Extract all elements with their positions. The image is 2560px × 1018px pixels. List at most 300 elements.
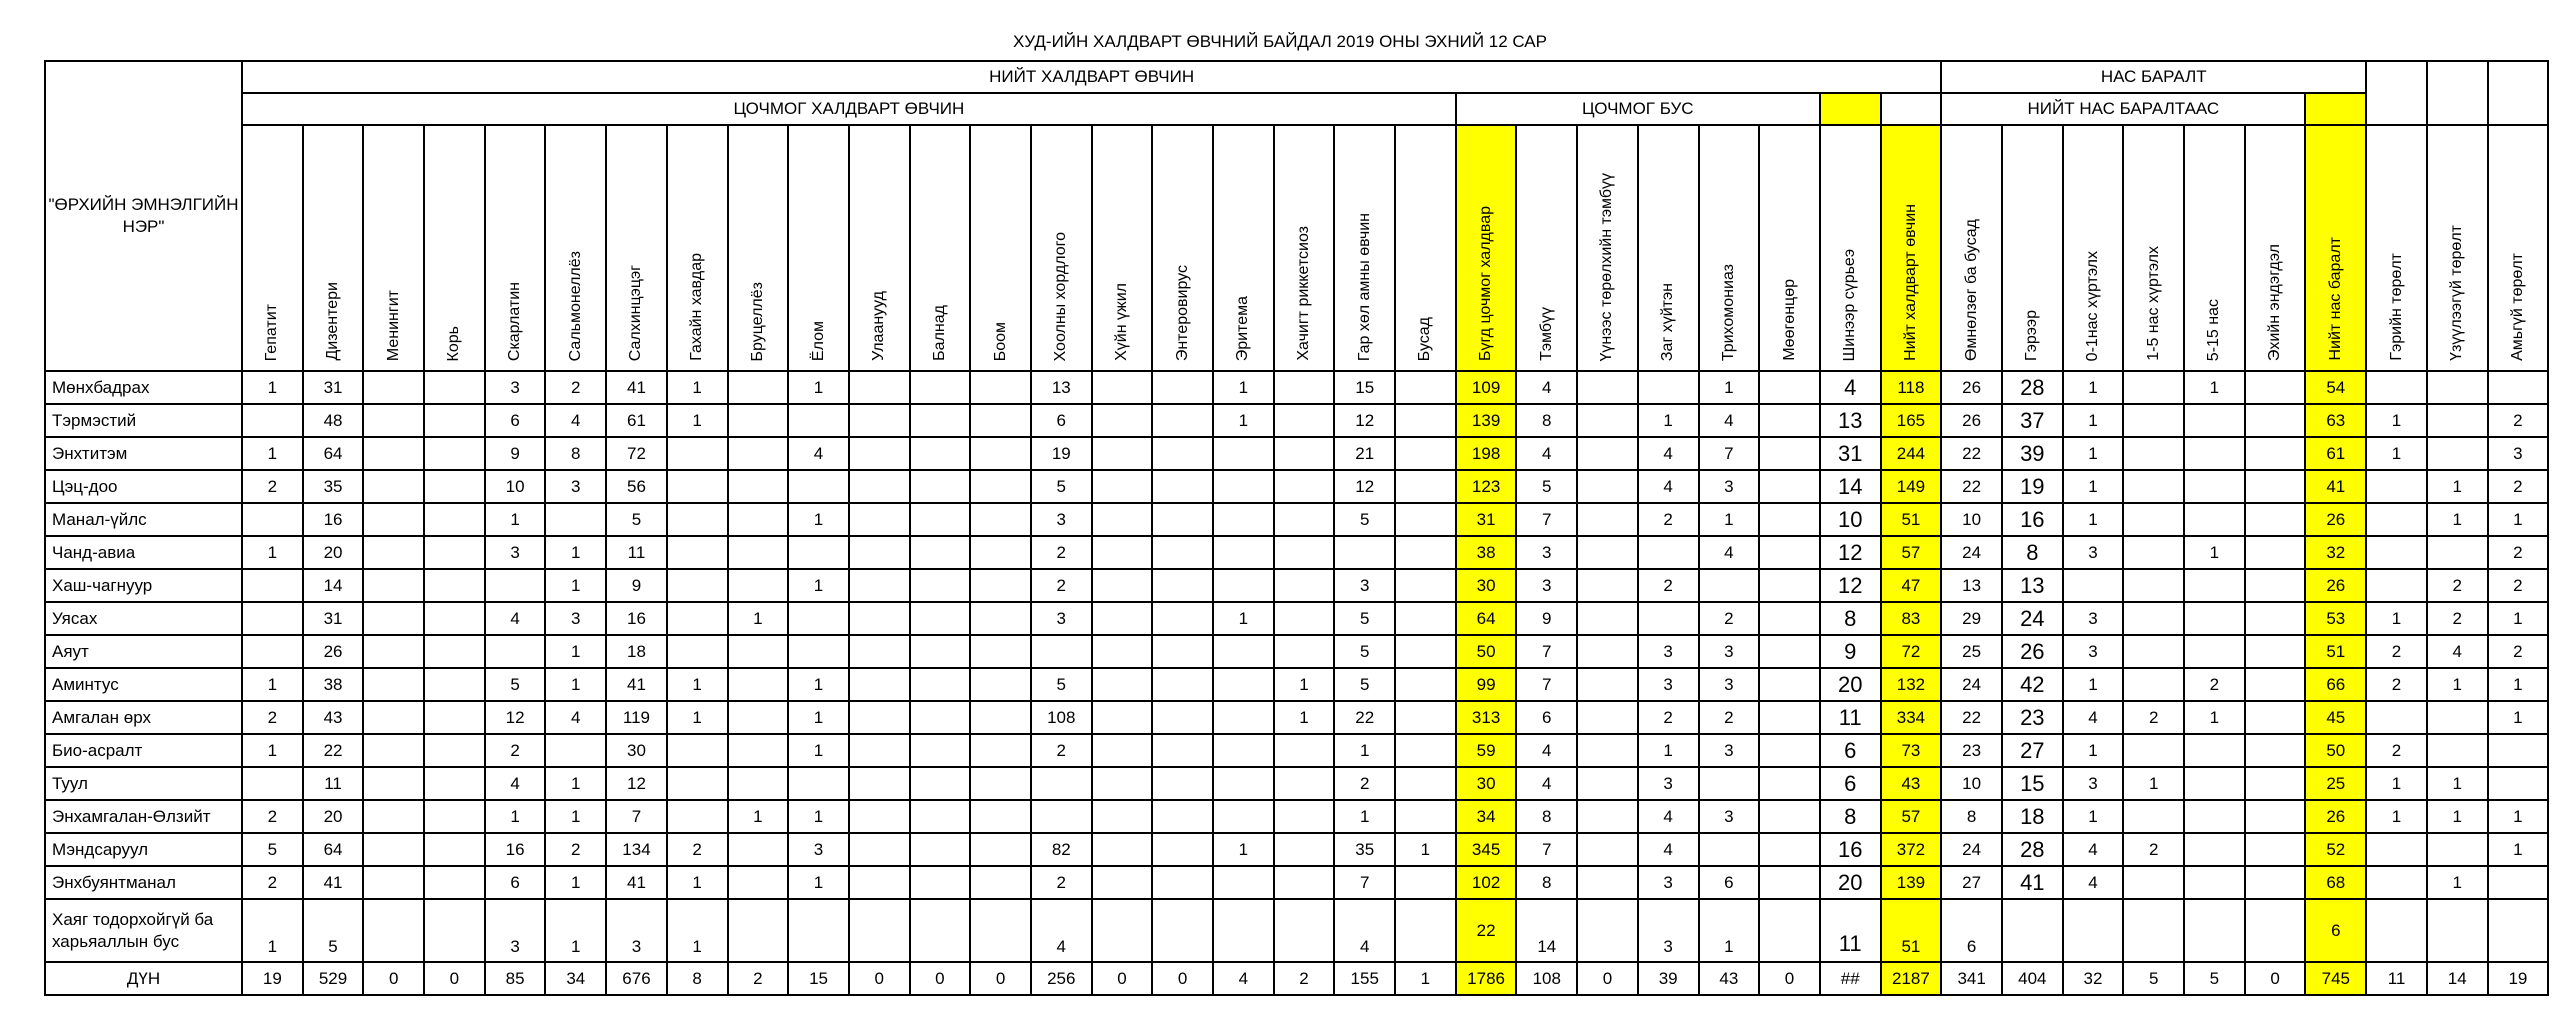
cell-salmonellosis: 8 [545,437,606,470]
cell-new-tuberculosis: 8 [1820,602,1881,635]
cell-at-home: 15 [2002,767,2063,800]
cell-age-0-1: 32 [2063,962,2124,995]
cell-age-0-1 [2063,569,2124,602]
cell-trichomoniasis: 4 [1699,404,1760,437]
column-header-enterovirus [1152,125,1213,371]
cell-age-1-5 [2123,437,2184,470]
column-header-label: Хоолны хордлого [1052,231,1070,361]
cell-typhoid [910,899,971,962]
cell-age-5-15 [2184,635,2245,668]
cell-measles [424,437,485,470]
cell-other [1395,668,1456,701]
cell-tetanus-neonatal [1092,569,1153,602]
cell-scarlatina: 6 [485,866,546,899]
cell-age-0-1: 1 [2063,404,2124,437]
cell-congenital-syphilis [1577,569,1638,602]
cell-enterovirus [1152,668,1213,701]
clinic-name: Тэрмэстий [45,404,242,437]
cell-age-0-1 [2063,899,2124,962]
cell-meningitis [363,569,424,602]
cell-ambulance-other: 10 [1941,503,2002,536]
cell-food-poisoning [1031,635,1092,668]
column-header-label: Нийт нас баралт [2326,237,2344,361]
cell-tick-rickettsiosis [1274,404,1335,437]
total-row [45,962,2548,995]
cell-stillbirth: 1 [2488,833,2549,866]
cell-food-poisoning: 2 [1031,569,1092,602]
cell-mumps [667,800,728,833]
cell-tick-rickettsiosis [1274,602,1335,635]
cell-enterovirus [1152,767,1213,800]
cell-congenital-syphilis [1577,833,1638,866]
cell-scarlatina: 6 [485,404,546,437]
cell-trichomoniasis: 43 [1699,962,1760,995]
cell-rubella [849,470,910,503]
cell-chickenpox: 5 [606,503,667,536]
clinic-name: Цэц-доо [45,470,242,503]
column-header-maternal-mortality [2245,125,2306,371]
cell-total-infections: 165 [1881,404,1942,437]
cell-total-mortality: 50 [2305,734,2366,767]
cell-total-mortality: 54 [2305,371,2366,404]
cell-rubella [849,371,910,404]
cell-tetanus-neonatal [1092,536,1153,569]
cell-total-acute: 313 [1456,701,1517,734]
column-header-label: 1-5 нас хүртэлх [2144,246,2162,361]
cell-age-0-1: 1 [2063,437,2124,470]
cell-syphilis: 8 [1516,404,1577,437]
cell-age-5-15: 1 [2184,701,2245,734]
cell-age-0-1: 4 [2063,701,2124,734]
cell-other [1395,569,1456,602]
cell-typhoid [910,668,971,701]
cell-food-poisoning: 5 [1031,470,1092,503]
cell-at-home: 404 [2002,962,2063,995]
cell-tick-rickettsiosis [1274,866,1335,899]
cell-meningitis: 0 [363,962,424,995]
cell-total-infections: 72 [1881,635,1942,668]
cell-gonorrhea [1638,536,1699,569]
cell-tetanus-neonatal [1092,866,1153,899]
cell-gonorrhea: 39 [1638,962,1699,995]
cell-erythema [1213,503,1274,536]
cell-at-home: 8 [2002,536,2063,569]
column-header-meningitis [363,125,424,371]
cell-mumps [667,503,728,536]
cell-age-0-1: 1 [2063,734,2124,767]
cell-tick-rickettsiosis [1274,833,1335,866]
cell-scarlatina: 85 [485,962,546,995]
cell-tick-rickettsiosis [1274,470,1335,503]
cell-total-infections: 2187 [1881,962,1942,995]
cell-trichomoniasis [1699,833,1760,866]
column-header-age-1-5 [2123,125,2184,371]
cell-food-poisoning: 82 [1031,833,1092,866]
cell-chickenpox: 41 [606,866,667,899]
cell-maternal-mortality [2245,767,2306,800]
cell-enterovirus [1152,866,1213,899]
cell-home-birth [2366,899,2427,962]
cell-dysentery: 14 [303,569,364,602]
cell-food-poisoning: 3 [1031,503,1092,536]
cell-chickenpox: 41 [606,371,667,404]
table-row [45,371,2548,404]
cell-home-birth: 2 [2366,635,2427,668]
cell-total-infections: 73 [1881,734,1942,767]
cell-other [1395,371,1456,404]
cell-candidiasis [1759,470,1820,503]
cell-anthrax [970,470,1031,503]
cell-scarlatina: 3 [485,899,546,962]
cell-age-5-15 [2184,503,2245,536]
cell-age-5-15 [2184,569,2245,602]
cell-total-acute: 38 [1456,536,1517,569]
cell-mumps: 1 [667,866,728,899]
cell-enterovirus [1152,734,1213,767]
cell-meningitis [363,899,424,962]
cell-anthrax [970,866,1031,899]
cell-hepatitis [242,602,303,635]
cell-at-home: 23 [2002,701,2063,734]
cell-age-1-5 [2123,800,2184,833]
empty-header-cell [2366,61,2427,125]
cell-salmonellosis: 4 [545,404,606,437]
table-row [45,470,2548,503]
cell-total-mortality: 25 [2305,767,2366,800]
cell-age-0-1: 4 [2063,833,2124,866]
table-row [45,503,2548,536]
cell-enterovirus [1152,569,1213,602]
cell-trichomoniasis: 1 [1699,371,1760,404]
cell-total-infections: 118 [1881,371,1942,404]
cell-stillbirth: 2 [2488,404,2549,437]
table-row [45,701,2548,734]
cell-salmonellosis: 1 [545,800,606,833]
cell-trichomoniasis: 1 [1699,899,1760,962]
cell-syphilis: 4 [1516,734,1577,767]
cell-erythema [1213,668,1274,701]
cell-syphilis: 7 [1516,503,1577,536]
cell-gonorrhea: 4 [1638,437,1699,470]
cell-hand-foot-mouth [1334,536,1395,569]
cell-age-5-15 [2184,767,2245,800]
report-title: ХУД-ИЙН ХАЛДВАРТ ӨВЧНИЙ БАЙДАЛ 2019 ОНЫ ЭХНИЙ 12 САР [1013,32,1547,51]
cell-erythema [1213,437,1274,470]
cell-new-tuberculosis: 8 [1820,800,1881,833]
table-row [45,635,2548,668]
cell-new-tuberculosis: 6 [1820,734,1881,767]
cell-anthrax [970,503,1031,536]
column-header-label: Энтеровирус [1173,264,1191,361]
cell-scarlatina: 1 [485,800,546,833]
cell-hepatitis: 1 [242,734,303,767]
cell-candidiasis [1759,569,1820,602]
cell-hand-foot-mouth: 12 [1334,470,1395,503]
cell-food-poisoning: 2 [1031,536,1092,569]
cell-chickenpox: 72 [606,437,667,470]
clinic-name: Мэндсаруул [45,833,242,866]
cell-mumps: 1 [667,371,728,404]
cell-measles [424,668,485,701]
cell-unattended-birth: 2 [2427,602,2488,635]
cell-maternal-mortality [2245,503,2306,536]
cell-mumps: 1 [667,404,728,437]
cell-age-1-5 [2123,866,2184,899]
column-header-mumps [667,125,728,371]
cell-salmonellosis: 34 [545,962,606,995]
cell-salmonellosis: 1 [545,767,606,800]
cell-new-tuberculosis: 13 [1820,404,1881,437]
column-header-label: Үүнээс төрөлхийн тэмбүү [1598,172,1616,361]
cell-gonorrhea: 3 [1638,767,1699,800]
cell-candidiasis [1759,767,1820,800]
cell-candidiasis [1759,800,1820,833]
cell-gonorrhea: 1 [1638,734,1699,767]
column-header-label: Бруцеллёз [748,281,766,361]
cell-typhoid [910,866,971,899]
cell-total-mortality: 32 [2305,536,2366,569]
cell-yolom [788,536,849,569]
cell-rubella: 0 [849,962,910,995]
cell-congenital-syphilis [1577,536,1638,569]
cell-erythema [1213,701,1274,734]
cell-total-mortality: 41 [2305,470,2366,503]
cell-tetanus-neonatal [1092,602,1153,635]
cell-tick-rickettsiosis [1274,371,1335,404]
cell-total-mortality: 26 [2305,503,2366,536]
cell-measles [424,635,485,668]
cell-anthrax [970,602,1031,635]
cell-ambulance-other: 8 [1941,800,2002,833]
cell-gonorrhea: 1 [1638,404,1699,437]
cell-hand-foot-mouth: 5 [1334,602,1395,635]
cell-gonorrhea: 2 [1638,701,1699,734]
cell-stillbirth: 2 [2488,635,2549,668]
column-header-brucellosis [728,125,789,371]
cell-tetanus-neonatal [1092,767,1153,800]
column-header-label: Гепатит [263,303,281,361]
cell-salmonellosis: 1 [545,536,606,569]
cell-tick-rickettsiosis [1274,800,1335,833]
cell-at-home: 28 [2002,371,2063,404]
cell-anthrax [970,371,1031,404]
cell-meningitis [363,767,424,800]
table-row [45,437,2548,470]
cell-brucellosis [728,899,789,962]
cell-measles [424,800,485,833]
cell-age-5-15 [2184,833,2245,866]
cell-yolom: 1 [788,701,849,734]
cell-at-home: 41 [2002,866,2063,899]
cell-hand-foot-mouth: 2 [1334,767,1395,800]
cell-dysentery: 64 [303,833,364,866]
cell-hand-foot-mouth: 35 [1334,833,1395,866]
table-row [45,536,2548,569]
cell-total-infections: 372 [1881,833,1942,866]
cell-scarlatina [485,635,546,668]
cell-trichomoniasis: 3 [1699,668,1760,701]
cell-stillbirth [2488,899,2549,962]
cell-candidiasis [1759,437,1820,470]
cell-tetanus-neonatal [1092,437,1153,470]
cell-total-acute: 64 [1456,602,1517,635]
cell-syphilis: 4 [1516,437,1577,470]
cell-congenital-syphilis: 0 [1577,962,1638,995]
cell-home-birth [2366,470,2427,503]
total-row-label: ДҮН [45,962,242,995]
cell-new-tuberculosis: 31 [1820,437,1881,470]
column-header-label: 5-15 нас [2205,298,2223,361]
cell-meningitis [363,701,424,734]
cell-ambulance-other: 24 [1941,833,2002,866]
cell-age-0-1: 1 [2063,668,2124,701]
cell-rubella [849,668,910,701]
cell-candidiasis [1759,635,1820,668]
cell-scarlatina: 12 [485,701,546,734]
cell-other [1395,437,1456,470]
cell-measles [424,767,485,800]
cell-tick-rickettsiosis [1274,437,1335,470]
cell-brucellosis [728,569,789,602]
cell-brucellosis [728,734,789,767]
table-row [45,734,2548,767]
table-row [45,668,2548,701]
column-header-label: Скарлатин [506,281,524,361]
cell-new-tuberculosis: 11 [1820,701,1881,734]
cell-stillbirth: 19 [2488,962,2549,995]
cell-yolom [788,602,849,635]
cell-typhoid [910,833,971,866]
cell-anthrax [970,569,1031,602]
cell-age-5-15: 1 [2184,371,2245,404]
total-mortality-col-top [2305,93,2366,125]
cell-hepatitis: 1 [242,437,303,470]
cell-typhoid [910,767,971,800]
cell-home-birth: 1 [2366,437,2427,470]
cell-trichomoniasis: 7 [1699,437,1760,470]
cell-trichomoniasis: 2 [1699,602,1760,635]
cell-erythema [1213,734,1274,767]
cell-meningitis [363,734,424,767]
cell-total-mortality: 52 [2305,833,2366,866]
cell-candidiasis [1759,668,1820,701]
cell-total-mortality: 53 [2305,602,2366,635]
cell-dysentery: 5 [303,899,364,962]
cell-candidiasis [1759,701,1820,734]
cell-chickenpox: 18 [606,635,667,668]
cell-meningitis [363,503,424,536]
cell-candidiasis [1759,503,1820,536]
cell-hand-foot-mouth: 22 [1334,701,1395,734]
cell-hepatitis: 2 [242,470,303,503]
cell-stillbirth [2488,767,2549,800]
table-row [45,767,2548,800]
cell-yolom [788,470,849,503]
cell-home-birth: 11 [2366,962,2427,995]
cell-mumps: 8 [667,962,728,995]
column-header-label: Гэрийн төрөлт [2387,253,2405,361]
cell-unattended-birth: 1 [2427,470,2488,503]
cell-age-5-15: 1 [2184,536,2245,569]
column-header-anthrax [970,125,1031,371]
cell-total-infections: 51 [1881,503,1942,536]
cell-measles: 0 [424,962,485,995]
clinic-name: Амгалан өрх [45,701,242,734]
cell-unattended-birth: 14 [2427,962,2488,995]
cell-enterovirus [1152,371,1213,404]
cell-gonorrhea: 4 [1638,833,1699,866]
cell-trichomoniasis: 3 [1699,470,1760,503]
cell-tetanus-neonatal [1092,734,1153,767]
column-header-label: Боом [991,321,1009,361]
column-header-stillbirth [2488,125,2549,371]
cell-erythema [1213,536,1274,569]
cell-total-mortality: 745 [2305,962,2366,995]
cell-erythema: 1 [1213,371,1274,404]
cell-tick-rickettsiosis: 2 [1274,962,1335,995]
empty-header-cell [1881,93,1942,125]
cell-other [1395,701,1456,734]
column-header-label: Ёлом [809,320,827,361]
cell-maternal-mortality [2245,536,2306,569]
clinic-name: Энхамгалан-Өлзийт [45,800,242,833]
cell-chickenpox: 16 [606,602,667,635]
cell-enterovirus [1152,404,1213,437]
cell-tetanus-neonatal [1092,833,1153,866]
cell-hepatitis [242,767,303,800]
cell-maternal-mortality: 0 [2245,962,2306,995]
table-row [45,833,2548,866]
cell-brucellosis [728,668,789,701]
cell-salmonellosis [545,503,606,536]
column-header-measles [424,125,485,371]
cell-total-acute: 109 [1456,371,1517,404]
cell-rubella [849,635,910,668]
cell-typhoid [910,371,971,404]
cell-home-birth: 1 [2366,800,2427,833]
cell-age-0-1: 3 [2063,635,2124,668]
column-header-syphilis [1516,125,1577,371]
cell-hepatitis: 1 [242,536,303,569]
column-header-ambulance-other [1941,125,2002,371]
cell-candidiasis: 0 [1759,962,1820,995]
cell-brucellosis: 2 [728,962,789,995]
cell-brucellosis [728,404,789,437]
table-row [45,800,2548,833]
cell-total-infections: 51 [1881,899,1942,962]
column-header-hepatitis [242,125,303,371]
clinic-name: Манал-үйлс [45,503,242,536]
cell-erythema [1213,866,1274,899]
cell-unattended-birth [2427,899,2488,962]
cell-syphilis: 5 [1516,470,1577,503]
cell-mumps [667,437,728,470]
clinic-name: Туул [45,767,242,800]
cell-tetanus-neonatal [1092,899,1153,962]
cell-stillbirth [2488,734,2549,767]
cell-erythema: 1 [1213,833,1274,866]
cell-ambulance-other: 6 [1941,899,2002,962]
cell-measles [424,470,485,503]
cell-syphilis: 4 [1516,767,1577,800]
total-infections-col-top [1820,93,1881,125]
cell-candidiasis [1759,404,1820,437]
cell-erythema [1213,899,1274,962]
cell-gonorrhea: 3 [1638,866,1699,899]
cell-ambulance-other: 24 [1941,536,2002,569]
cell-age-1-5 [2123,503,2184,536]
cell-ambulance-other: 22 [1941,470,2002,503]
